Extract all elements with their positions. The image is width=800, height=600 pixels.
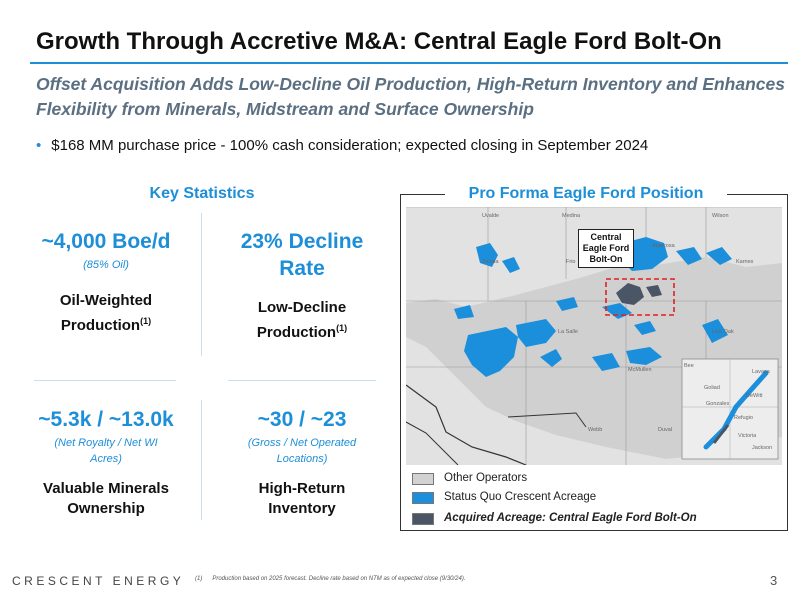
county-label: Bee [684, 363, 694, 369]
company-logo: CRESCENT ENERGY [12, 574, 185, 588]
stat-low-decline-production [210, 228, 394, 343]
stats-horizontal-divider-left [34, 380, 176, 381]
stat-note: (85% Oil) [83, 259, 129, 271]
stat-label: Oil-Weighted Production$^{(1)}$ [59, 292, 153, 334]
stat-note: (Net Royalty / Net WI Acres) [54, 437, 158, 465]
title-divider [30, 62, 788, 64]
legend-swatch [412, 473, 434, 485]
stat-label: High-Return Inventory [258, 480, 346, 517]
stat-value: ~30 / ~23 [257, 408, 347, 431]
county-label: Victoria [738, 433, 757, 439]
legend-label: Acquired Acreage: Central Eagle Ford Bolt-On [444, 512, 697, 524]
bullet-dot-icon: • [36, 137, 42, 154]
county-label: La Salle [558, 329, 578, 335]
stat-label: Valuable Minerals Ownership [43, 480, 169, 517]
stat-valuable-minerals-ownership [20, 406, 192, 519]
county-label: Gonzales [706, 401, 730, 407]
county-label: Medina [562, 213, 581, 219]
stat-label: Low-Decline Production$^{(1)}$ [256, 299, 348, 341]
county-label: McMullen [628, 367, 652, 373]
legend-label: Other Operators [444, 472, 528, 484]
county-label: Wilson [712, 213, 729, 219]
footnote-ref: (1) [336, 323, 348, 333]
county-label: DeWitt [746, 393, 763, 399]
map-heading: Pro Forma Eagle Ford Position [445, 185, 727, 203]
page-number: 3 [770, 573, 778, 588]
bullet-point [36, 137, 648, 154]
county-label: Lavaca [752, 369, 770, 375]
stats-vertical-divider-bottom [201, 400, 202, 520]
county-label: Atascosa [652, 243, 675, 249]
county-label: Webb [588, 427, 603, 433]
slide-subtitle: Offset Acquisition Adds Low-Decline Oil Production, High-Return Inventory and Enhances Flexibility from Minerals, Midstream and Surface Ownership [36, 74, 785, 119]
stat-note: (Gross / Net Operated Locations) [247, 437, 357, 465]
legend-swatch [412, 492, 434, 504]
bolt-on-callout: Central Eagle Ford Bolt-On [578, 229, 634, 268]
stat-value: ~4,000 Boe/d [41, 230, 171, 253]
county-label: Karnes [736, 259, 754, 265]
county-label: Uvalde [482, 213, 500, 219]
stat-oil-weighted-production [20, 228, 192, 336]
slide-title: Growth Through Accretive M&A: Central Eagle Ford Bolt-On [36, 28, 722, 55]
county-label: Goliad [704, 385, 720, 391]
stats-vertical-divider-top [201, 213, 202, 356]
footnote-number: (1) [195, 576, 203, 582]
bullet-text: $168 MM purchase price - 100% cash consideration; expected closing in September 2024 [51, 137, 649, 154]
county-label: Jackson [752, 445, 773, 451]
county-label: Zavala [482, 259, 499, 265]
stats-horizontal-divider-right [228, 380, 376, 381]
key-statistics-heading: Key Statistics [149, 185, 255, 202]
footnote [195, 576, 466, 582]
stat-high-return-inventory [210, 406, 394, 519]
stat-value: 23% Decline Rate [240, 230, 364, 280]
county-label: Frio [566, 259, 576, 265]
footnote-ref: (1) [140, 316, 152, 326]
footnote-text: Production based on 2025 forecast. Decline rate based on NTM as of expected close (9/30/24). [212, 576, 466, 582]
county-label: Refugio [734, 415, 753, 421]
county-label: Live Oak [712, 329, 734, 335]
county-label: Duval [658, 427, 673, 433]
legend-swatch [412, 513, 434, 525]
legend-label: Status Quo Crescent Acreage [444, 491, 597, 503]
stat-value: ~5.3k / ~13.0k [38, 408, 174, 431]
